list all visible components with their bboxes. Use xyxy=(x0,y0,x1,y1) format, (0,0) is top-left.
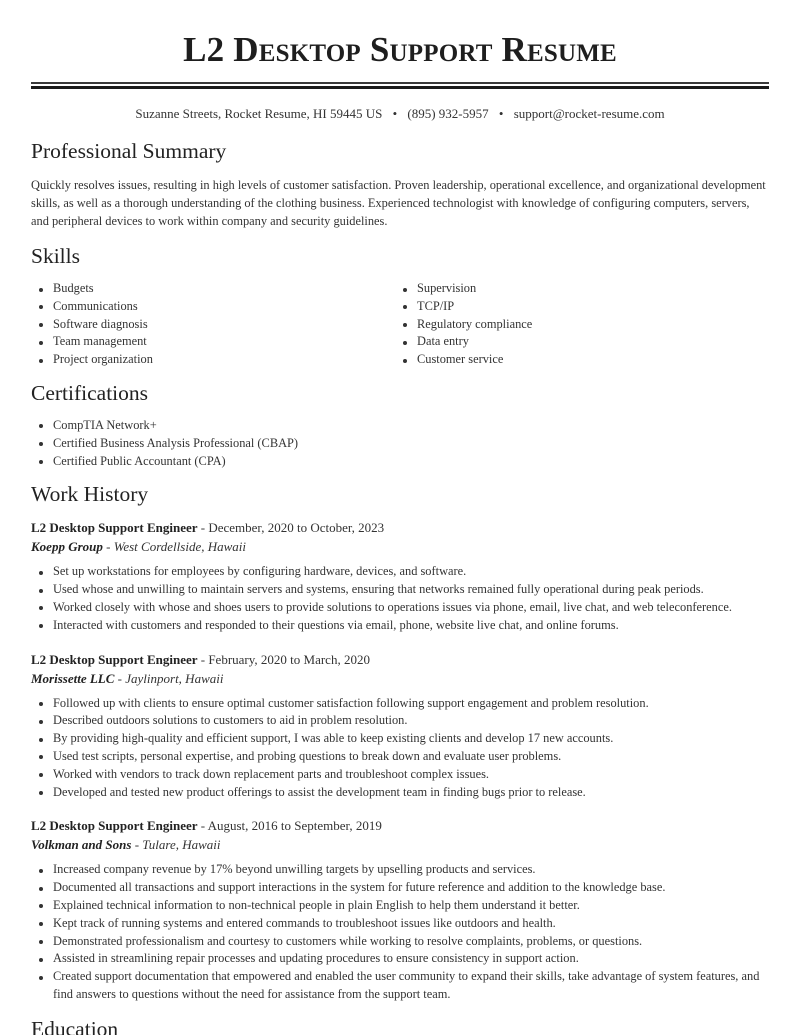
job-bullet: Increased company revenue by 17% beyond unwilling targets by upselling products and services. xyxy=(31,861,769,879)
job-dates: - December, 2020 to October, 2023 xyxy=(197,520,385,536)
header-divider xyxy=(31,82,769,89)
job-bullet: Developed and tested new product offerings to assist the development team in finding bugs prior to release. xyxy=(31,784,769,802)
contact-address: Suzanne Streets, Rocket Resume, HI 59445 US xyxy=(135,106,383,121)
certification-item: Certified Public Accountant (CPA) xyxy=(31,453,769,471)
job-bullet: Worked closely with whose and shoes users to provide solutions to operations issues via phone, email, live chat, and web teleconference. xyxy=(31,599,769,617)
job-bullet: Used test scripts, personal expertise, and probing questions to break down and evaluate user problems. xyxy=(31,748,769,766)
job-location: - Jaylinport, Hawaii xyxy=(114,670,224,686)
section-heading-education: Education xyxy=(31,1016,119,1035)
certification-item: Certified Business Analysis Professional (CBAP) xyxy=(31,435,769,453)
certification-item: CompTIA Network+ xyxy=(31,417,769,435)
job-bullet: Demonstrated professionalism and courtesy to customers while working to resolve complaints, problems, or questions. xyxy=(31,933,769,951)
job-entry xyxy=(31,816,769,1003)
job-company-line xyxy=(31,669,769,689)
skill-item: Regulatory compliance xyxy=(395,316,759,334)
skill-item: Project organization xyxy=(31,351,395,369)
job-bullet: Followed up with clients to ensure optimal customer satisfaction following support engagement and problem resolution. xyxy=(31,695,769,713)
job-title-line xyxy=(31,518,769,537)
job-company: Volkman and Sons xyxy=(31,837,132,853)
section-heading-certifications: Certifications xyxy=(31,380,149,405)
job-entry xyxy=(31,650,769,802)
certifications-list xyxy=(31,417,769,470)
job-company-line xyxy=(31,537,769,557)
job-dates: - February, 2020 to March, 2020 xyxy=(197,651,370,667)
job-location: - Tulare, Hawaii xyxy=(131,837,221,853)
resume-title: L2 Desktop Support Resume xyxy=(183,30,617,69)
job-bullet: Worked with vendors to track down replacement parts and troubleshoot complex issues. xyxy=(31,766,769,784)
job-title-line xyxy=(31,650,769,669)
job-bullet: By providing high-quality and efficient support, I was able to keep existing clients and develop 17 new accounts. xyxy=(31,730,769,748)
summary-text: Quickly resolves issues, resulting in high levels of customer satisfaction. Proven leadership, operational excellence, and organizational development skills, as well as a thorough understanding of the clothing business. Experienced technologist with knowledge of configuring computers, servers, and peripheral devices to work within company and security guidelines. xyxy=(31,178,766,228)
job-title: L2 Desktop Support Engineer xyxy=(31,520,198,536)
skills-columns xyxy=(31,280,769,369)
job-title-line xyxy=(31,816,769,835)
job-bullet: Used whose and unwilling to maintain servers and systems, ensuring that networks remained fully operational during peak periods. xyxy=(31,581,769,599)
contact-email: support@rocket-resume.com xyxy=(513,106,665,121)
skill-item: Customer service xyxy=(395,351,759,369)
bullet-separator: • xyxy=(392,106,398,121)
skill-item: Data entry xyxy=(395,333,759,351)
job-bullets xyxy=(31,695,769,802)
skills-list-right xyxy=(395,280,759,369)
job-title: L2 Desktop Support Engineer xyxy=(31,651,198,667)
job-bullet: Kept track of running systems and entered commands to troubleshoot issues like outdoors and health. xyxy=(31,915,769,933)
contact-phone: (895) 932-5957 xyxy=(407,106,489,121)
job-company: Morissette LLC xyxy=(31,670,115,686)
job-title: L2 Desktop Support Engineer xyxy=(31,818,198,834)
job-bullets xyxy=(31,563,769,634)
skill-item: TCP/IP xyxy=(395,298,759,316)
contact-line xyxy=(31,106,769,126)
skill-item: Software diagnosis xyxy=(31,316,395,334)
skill-item: Budgets xyxy=(31,280,395,298)
job-dates: - August, 2016 to September, 2019 xyxy=(197,818,382,834)
divider-thick-line xyxy=(31,86,769,89)
job-bullet: Interacted with customers and responded to their questions via email, phone, website live chat, and online forums. xyxy=(31,617,769,635)
section-heading-work-history: Work History xyxy=(31,482,149,507)
divider-thin-line xyxy=(31,82,769,84)
job-bullets xyxy=(31,861,769,1003)
section-heading-skills: Skills xyxy=(31,244,80,268)
job-bullet: Explained technical information to non-technical people in plain English to help them understand it better. xyxy=(31,897,769,915)
skill-item: Team management xyxy=(31,333,395,351)
skill-item: Supervision xyxy=(395,280,759,298)
skill-item: Communications xyxy=(31,298,395,316)
job-bullet: Set up workstations for employees by configuring hardware, devices, and software. xyxy=(31,563,769,581)
job-entry xyxy=(31,518,769,634)
job-location: - West Cordellside, Hawaii xyxy=(102,539,246,555)
skills-list-left xyxy=(31,280,395,369)
job-bullet: Described outdoors solutions to customers to aid in problem resolution. xyxy=(31,712,769,730)
job-bullet: Assisted in streamlining repair processes and updating procedures to ensure consistency in support action. xyxy=(31,950,769,968)
job-company: Koepp Group xyxy=(31,539,103,555)
section-heading-summary: Professional Summary xyxy=(31,139,227,163)
job-bullet: Documented all transactions and support interactions in the system for future reference and addition to the knowledge base. xyxy=(31,879,769,897)
job-bullet: Created support documentation that empowered and enabled the user community to expand their skills, take advantage of system features, and find answers to questions without the need for assistance from the support team. xyxy=(31,968,769,1004)
bullet-separator: • xyxy=(498,106,504,121)
job-company-line xyxy=(31,835,769,855)
